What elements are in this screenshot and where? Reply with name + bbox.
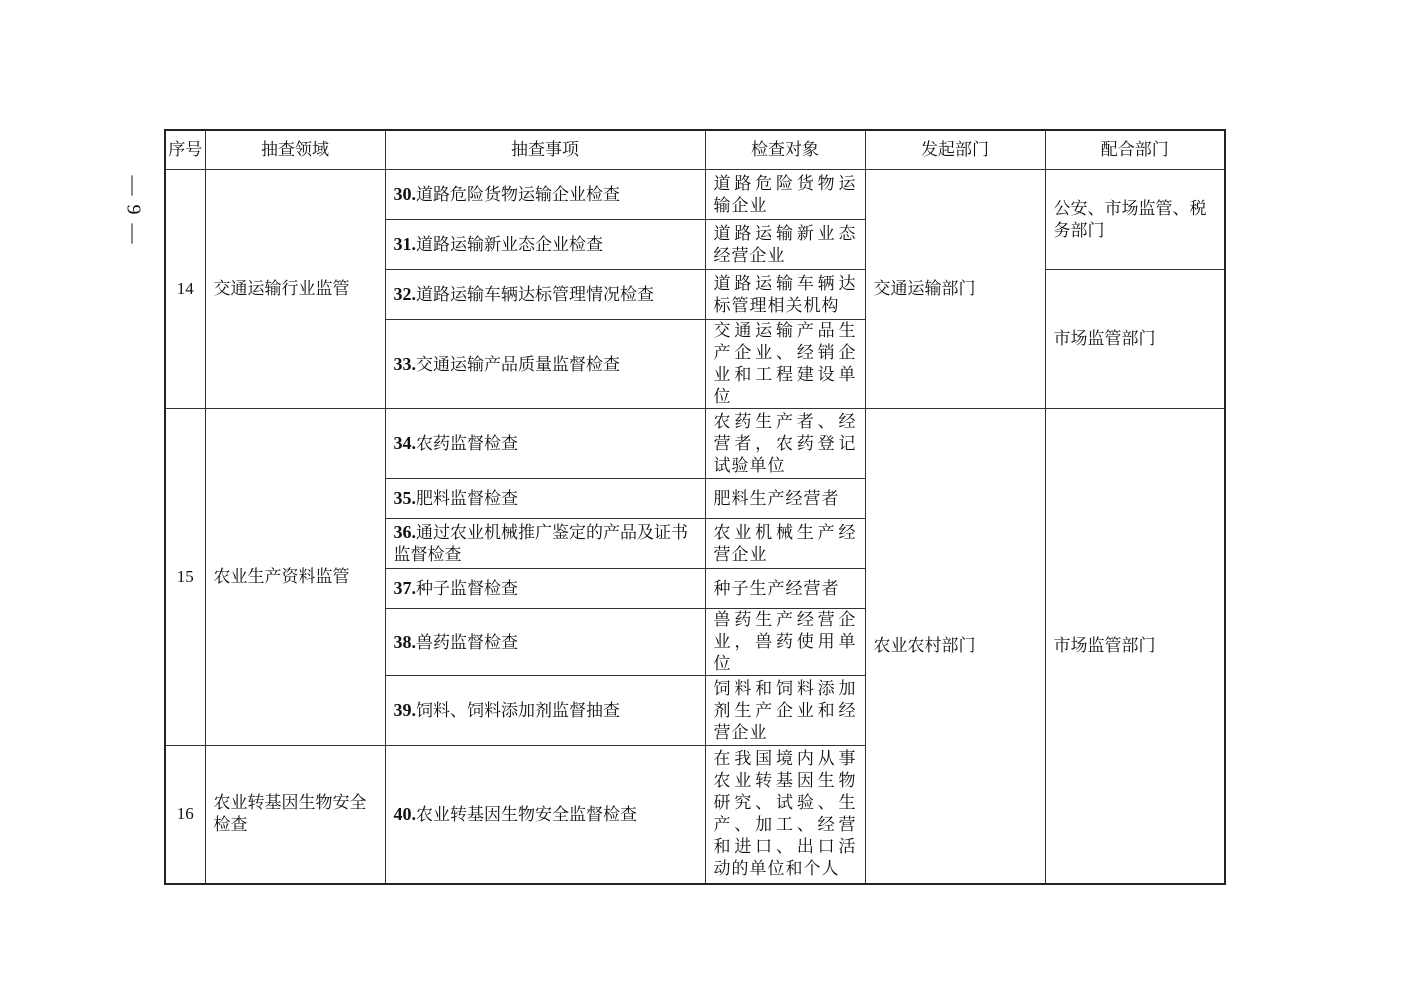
page-number-text: — 9 — bbox=[122, 175, 145, 245]
item-text: 饲料、饲料添加剂监督抽查 bbox=[416, 701, 620, 721]
check-item bbox=[385, 479, 705, 519]
check-target: 兽药生产经营企业，兽药使用单位 bbox=[705, 609, 865, 676]
item-number: 33. bbox=[393, 353, 416, 374]
item-text: 通过农业机械推广鉴定的产品及证书监督检查 bbox=[393, 523, 688, 565]
check-area: 交通运输行业监管 bbox=[205, 170, 385, 409]
check-area: 农业生产资料监管 bbox=[205, 409, 385, 746]
item-number: 32. bbox=[393, 284, 416, 304]
item-text: 道路危险货物运输企业检查 bbox=[416, 185, 620, 205]
item-text: 种子监督检查 bbox=[416, 579, 518, 599]
check-target: 农业机械生产经营企业 bbox=[705, 519, 865, 569]
cooperating-department: 市场监管部门 bbox=[1045, 409, 1225, 884]
cooperating-department: 市场监管部门 bbox=[1045, 270, 1225, 409]
table-row bbox=[165, 409, 1225, 479]
item-text: 道路运输新业态企业检查 bbox=[416, 235, 603, 255]
item-text: 交通运输产品质量监督检查 bbox=[416, 354, 620, 375]
item-number: 35. bbox=[393, 488, 416, 508]
check-item bbox=[385, 220, 705, 270]
item-number: 30. bbox=[393, 184, 416, 204]
header-cell: 配合部门 bbox=[1045, 130, 1225, 170]
check-item bbox=[385, 519, 705, 569]
item-number: 31. bbox=[393, 234, 416, 254]
item-number: 37. bbox=[393, 578, 416, 598]
item-number: 36. bbox=[393, 522, 416, 542]
check-item bbox=[385, 746, 705, 884]
cooperating-department: 公安、市场监管、税务部门 bbox=[1045, 170, 1225, 270]
check-target: 种子生产经营者 bbox=[705, 569, 865, 609]
check-target: 饲料和饲料添加剂生产企业和经营企业 bbox=[705, 676, 865, 746]
item-text: 道路运输车辆达标管理情况检查 bbox=[416, 285, 654, 305]
table-row bbox=[165, 170, 1225, 220]
check-item bbox=[385, 569, 705, 609]
check-target: 农药生产者、经营者，农药登记试验单位 bbox=[705, 409, 865, 479]
check-target: 肥料生产经营者 bbox=[705, 479, 865, 519]
check-item bbox=[385, 320, 705, 409]
initiating-department: 交通运输部门 bbox=[865, 170, 1045, 409]
item-number: 34. bbox=[393, 433, 416, 453]
initiating-department: 农业农村部门 bbox=[865, 409, 1045, 884]
check-item bbox=[385, 270, 705, 320]
check-item bbox=[385, 409, 705, 479]
row-number: 15 bbox=[165, 409, 205, 746]
item-number: 40. bbox=[393, 803, 416, 824]
header-cell: 抽查领域 bbox=[205, 130, 385, 170]
header-cell: 检查对象 bbox=[705, 130, 865, 170]
item-text: 农药监督检查 bbox=[416, 434, 518, 454]
header-cell: 发起部门 bbox=[865, 130, 1045, 170]
row-number: 16 bbox=[165, 746, 205, 884]
header-cell: 序号 bbox=[165, 130, 205, 170]
item-text: 农业转基因生物安全监督检查 bbox=[416, 804, 637, 825]
item-text: 肥料监督检查 bbox=[416, 489, 518, 509]
item-number: 39. bbox=[393, 700, 416, 720]
check-target: 道路危险货物运输企业 bbox=[705, 170, 865, 220]
item-number: 38. bbox=[393, 631, 416, 652]
header-cell: 抽查事项 bbox=[385, 130, 705, 170]
row-number: 14 bbox=[165, 170, 205, 409]
page-number bbox=[118, 170, 148, 250]
check-target: 交通运输产品生产企业、经销企业和工程建设单位 bbox=[705, 320, 865, 409]
item-text: 兽药监督检查 bbox=[416, 632, 518, 653]
check-area: 农业转基因生物安全检查 bbox=[205, 746, 385, 884]
header-row bbox=[165, 130, 1225, 170]
check-target: 道路运输车辆达标管理相关机构 bbox=[705, 270, 865, 320]
inspection-table bbox=[164, 129, 1226, 885]
check-item bbox=[385, 609, 705, 676]
check-target: 道路运输新业态经营企业 bbox=[705, 220, 865, 270]
check-target: 在我国境内从事农业转基因生物研究、试验、生产、加工、经营和进口、出口活动的单位和个人 bbox=[705, 746, 865, 884]
check-item bbox=[385, 676, 705, 746]
check-item bbox=[385, 170, 705, 220]
